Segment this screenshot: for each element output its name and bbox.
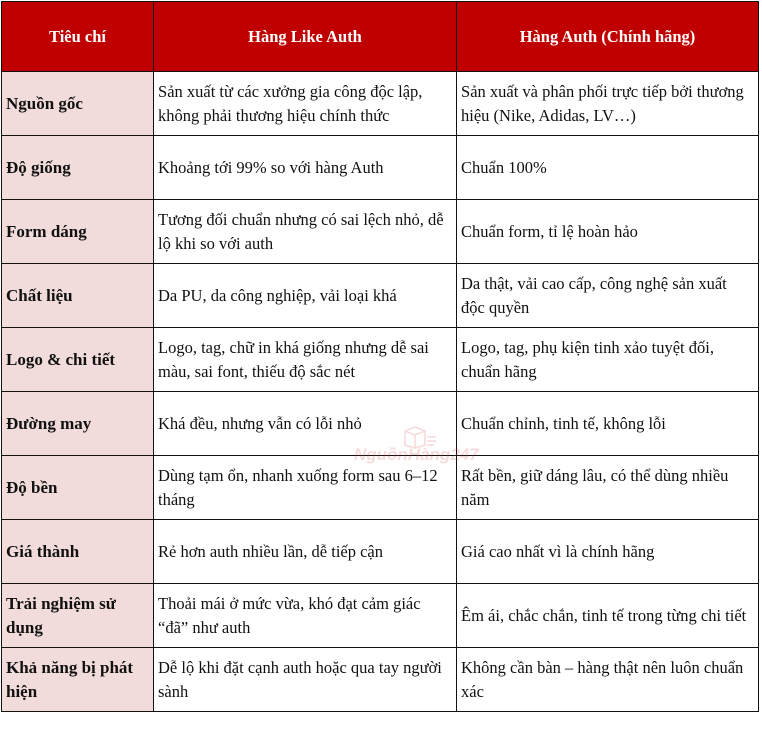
like-auth-cell: Khá đều, nhưng vẫn có lỗi nhỏ	[154, 392, 457, 456]
like-auth-cell: Dùng tạm ổn, nhanh xuống form sau 6–12 tháng	[154, 456, 457, 520]
table-row	[2, 264, 759, 328]
criterion-cell: Trải nghiệm sử dụng	[2, 584, 154, 648]
table-row	[2, 72, 759, 136]
header-auth: Hàng Auth (Chính hãng)	[457, 2, 759, 72]
criterion-cell: Khả năng bị phát hiện	[2, 648, 154, 712]
criterion-cell: Độ giống	[2, 136, 154, 200]
table-row	[2, 136, 759, 200]
criterion-cell: Form dáng	[2, 200, 154, 264]
like-auth-cell: Logo, tag, chữ in khá giống nhưng dễ sai màu, sai font, thiếu độ sắc nét	[154, 328, 457, 392]
auth-cell: Sản xuất và phân phối trực tiếp bởi thương hiệu (Nike, Adidas, LV…)	[457, 72, 759, 136]
comparison-table	[1, 1, 759, 712]
table-row	[2, 648, 759, 712]
like-auth-cell: Sản xuất từ các xưởng gia công độc lập, không phải thương hiệu chính thức	[154, 72, 457, 136]
table-row	[2, 520, 759, 584]
criterion-cell: Giá thành	[2, 520, 154, 584]
table-row	[2, 328, 759, 392]
auth-cell: Chuẩn form, tỉ lệ hoàn hảo	[457, 200, 759, 264]
like-auth-cell: Thoải mái ở mức vừa, khó đạt cảm giác “đã” như auth	[154, 584, 457, 648]
header-like-auth: Hàng Like Auth	[154, 2, 457, 72]
auth-cell: Giá cao nhất vì là chính hãng	[457, 520, 759, 584]
criterion-cell: Logo & chi tiết	[2, 328, 154, 392]
criterion-cell: Đường may	[2, 392, 154, 456]
like-auth-cell: Dễ lộ khi đặt cạnh auth hoặc qua tay người sành	[154, 648, 457, 712]
table-row	[2, 200, 759, 264]
auth-cell: Rất bền, giữ dáng lâu, có thể dùng nhiều năm	[457, 456, 759, 520]
like-auth-cell: Khoảng tới 99% so với hàng Auth	[154, 136, 457, 200]
criterion-cell: Độ bền	[2, 456, 154, 520]
auth-cell: Chuẩn 100%	[457, 136, 759, 200]
like-auth-cell: Da PU, da công nghiệp, vải loại khá	[154, 264, 457, 328]
table-row	[2, 584, 759, 648]
auth-cell: Êm ái, chắc chắn, tinh tế trong từng chi tiết	[457, 584, 759, 648]
header-row	[2, 2, 759, 72]
like-auth-cell: Tương đối chuẩn nhưng có sai lệch nhỏ, dễ lộ khi so với auth	[154, 200, 457, 264]
auth-cell: Da thật, vải cao cấp, công nghệ sản xuất độc quyền	[457, 264, 759, 328]
auth-cell: Chuẩn chỉnh, tinh tế, không lỗi	[457, 392, 759, 456]
table-row	[2, 392, 759, 456]
header-criterion: Tiêu chí	[2, 2, 154, 72]
auth-cell: Logo, tag, phụ kiện tinh xảo tuyệt đối, chuẩn hãng	[457, 328, 759, 392]
criterion-cell: Chất liệu	[2, 264, 154, 328]
table-row	[2, 456, 759, 520]
watermark-text: NguồnHàng247	[354, 445, 479, 464]
like-auth-cell: Rẻ hơn auth nhiều lần, dễ tiếp cận	[154, 520, 457, 584]
auth-cell: Không cần bàn – hàng thật nên luôn chuẩn xác	[457, 648, 759, 712]
criterion-cell: Nguồn gốc	[2, 72, 154, 136]
